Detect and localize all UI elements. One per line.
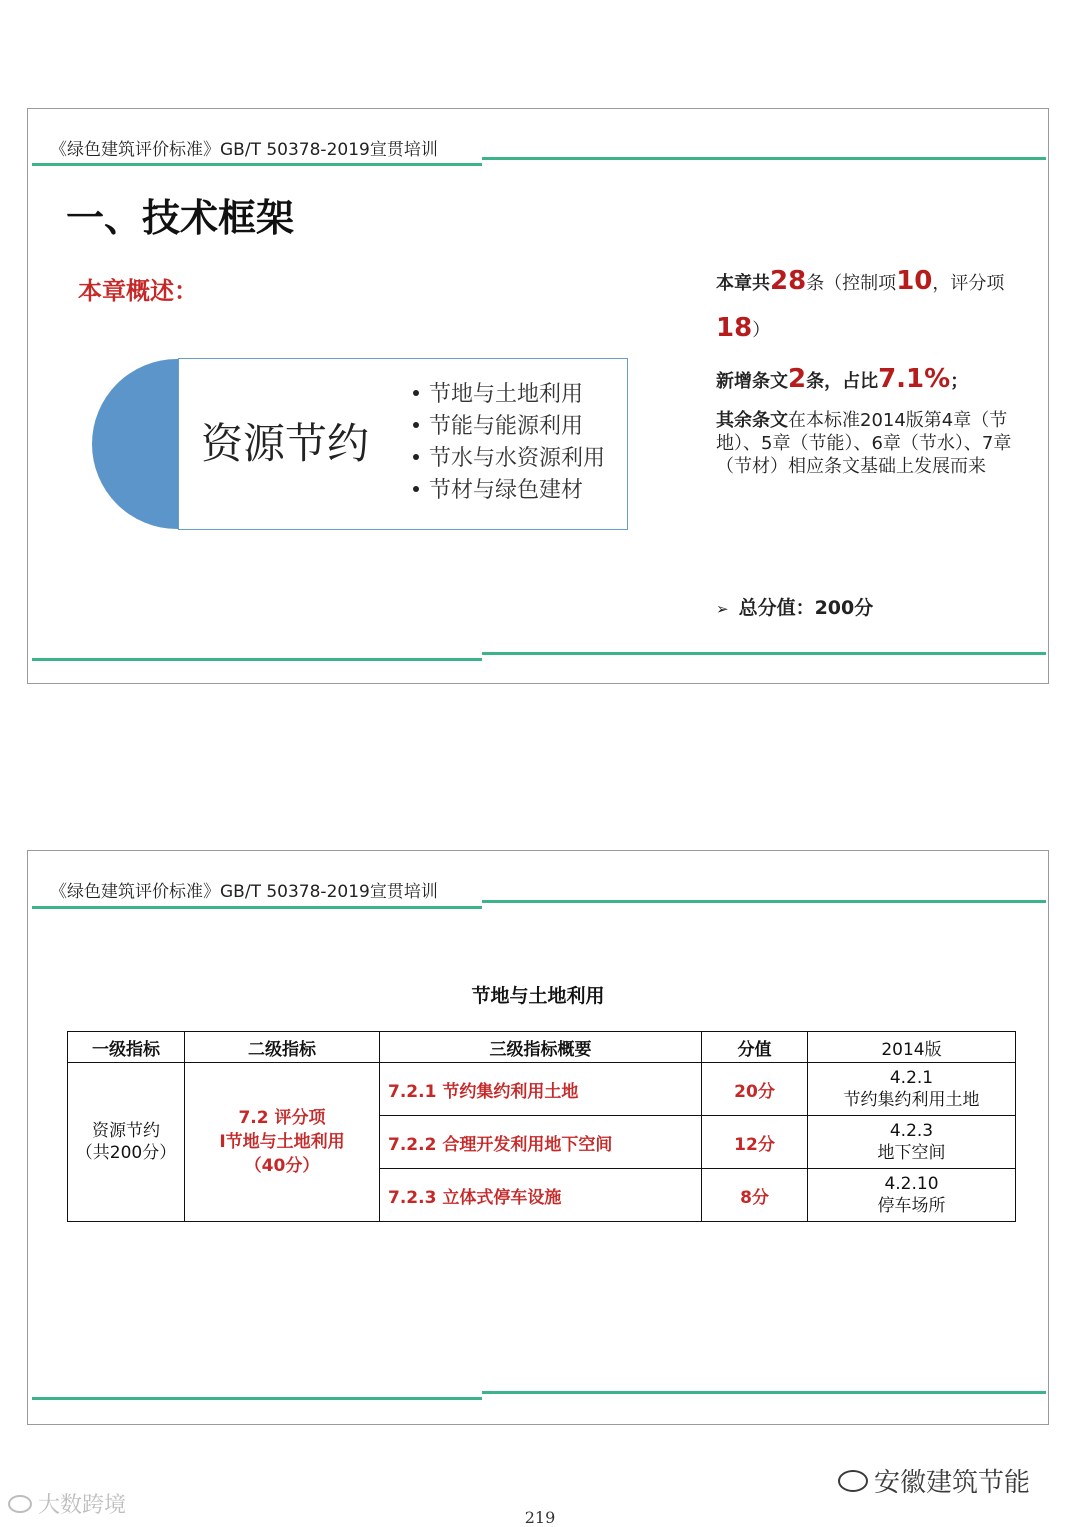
bullet-dot-icon <box>413 486 419 492</box>
resource-box <box>178 358 628 530</box>
footer-rule-left <box>32 658 482 661</box>
score-cell: 12分 <box>702 1116 808 1169</box>
footer-rule-left <box>32 1397 482 1400</box>
ref-cell: 4.2.3 地下空间 <box>808 1116 1016 1169</box>
column-header: 二级指标 <box>185 1032 380 1063</box>
column-header: 三级指标概要 <box>380 1032 702 1063</box>
summary-new: 新增条文2条，占比7.1%； <box>716 364 969 394</box>
arrow-icon: ➢ <box>716 600 729 618</box>
slide-header-title: 《绿色建筑评价标准》GB/T 50378-2019宣贯培训 <box>50 140 438 160</box>
item-cell: 7.2.2 合理开发利用地下空间 <box>380 1116 702 1169</box>
bullet-dot-icon <box>413 390 419 396</box>
header-rule-right <box>482 900 1046 903</box>
bullet-item: 节能与能源利用 <box>413 411 605 443</box>
ref-cell: 4.2.10 停车场所 <box>808 1169 1016 1222</box>
table-title: 节地与土地利用 <box>471 985 605 1007</box>
bullet-dot-icon <box>413 422 419 428</box>
indicator-table <box>67 1031 1016 1222</box>
column-header: 一级指标 <box>68 1032 185 1063</box>
bullet-dot-icon <box>413 454 419 460</box>
slide-heading: 一、技术框架 <box>66 196 295 240</box>
summary-total: 本章共28条（控制项10，评分项18） <box>716 266 1005 343</box>
half-circle-shape <box>92 359 182 529</box>
slide-header-title: 《绿色建筑评价标准》GB/T 50378-2019宣贯培训 <box>50 882 438 902</box>
header-rule-right <box>482 157 1046 160</box>
bullet-item: 节材与绿色建材 <box>413 475 605 507</box>
table-header-row <box>68 1032 1016 1063</box>
bullet-list <box>413 379 605 507</box>
slide-technical-framework <box>27 108 1049 684</box>
slide-land-use-table <box>27 850 1049 1425</box>
watermark-right: 安徽建筑节能 <box>838 1462 1030 1499</box>
overview-label: 本章概述： <box>78 277 198 305</box>
wechat-icon <box>838 1470 868 1492</box>
page-number: 219 <box>524 1508 556 1527</box>
bullet-item: 节地与土地利用 <box>413 379 605 411</box>
bullet-item: 节水与水资源利用 <box>413 443 605 475</box>
header-rule-left <box>32 906 482 909</box>
ref-cell: 4.2.1 节约集约利用土地 <box>808 1063 1016 1116</box>
score-cell: 8分 <box>702 1169 808 1222</box>
footer-rule-right <box>482 1391 1046 1394</box>
footer-rule-right <box>482 652 1046 655</box>
column-header: 分值 <box>702 1032 808 1063</box>
item-cell: 7.2.1 节约集约利用土地 <box>380 1063 702 1116</box>
box-title: 资源节约 <box>201 419 370 468</box>
summary-rest: 其余条文在本标准2014版第4章（节地）、5章（节能）、6章（节水）、7章（节材）相应条文基础上发展而来 <box>716 410 1012 477</box>
score-cell: 20分 <box>702 1063 808 1116</box>
header-rule-left <box>32 163 482 166</box>
level1-cell: 资源节约 （共200分） <box>68 1063 185 1222</box>
column-header: 2014版 <box>808 1032 1016 1063</box>
item-cell: 7.2.3 立体式停车设施 <box>380 1169 702 1222</box>
level2-cell: 7.2 评分项 Ⅰ节地与土地利用 （40分） <box>185 1063 380 1222</box>
table-row <box>68 1063 1016 1116</box>
watermark-left: 大数跨境 <box>8 1488 126 1519</box>
summary-total-score: ➢ 总分值：200分 <box>716 597 874 619</box>
